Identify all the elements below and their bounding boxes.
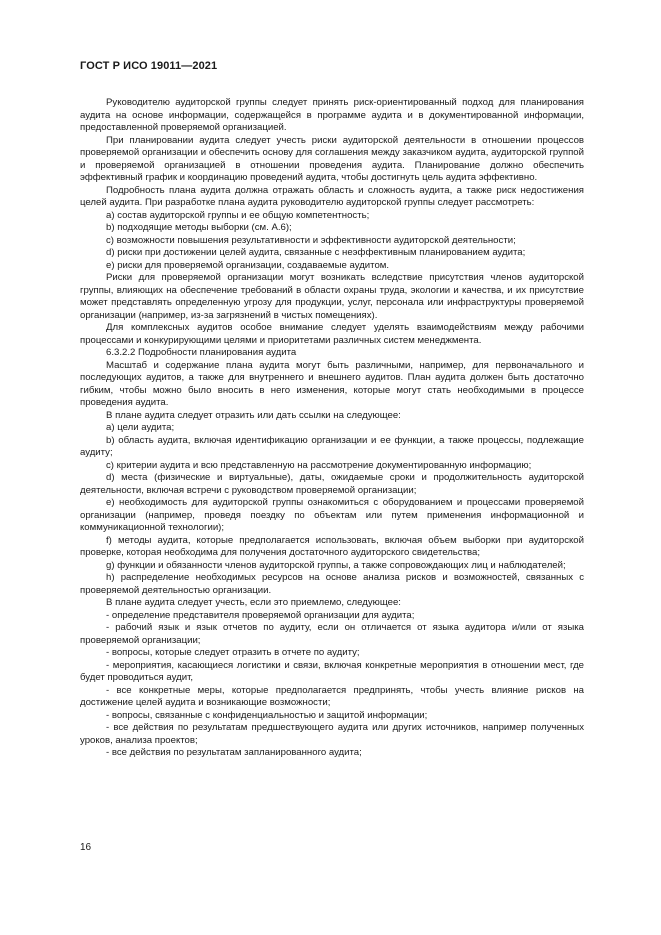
- paragraph: При планировании аудита следует учесть риски аудиторской деятельности в отношении процессов проверяемой организации и обеспечить основу для соглашения между заказчиком аудита, аудиторской группой и проверяемой организацией в отношении проведения аудита. Планирование должно обеспечить эффективный график и координацию проведений аудита, чтобы достигнуть цель аудита эффективно.: [80, 134, 584, 183]
- list-item: b) область аудита, включая идентификацию организации и ее функции, а также процессы, подлежащие аудиту;: [80, 434, 584, 458]
- section-heading: 6.3.2.2 Подробности планирования аудита: [106, 347, 297, 358]
- list-item: - все действия по результатам запланированного аудита;: [106, 747, 362, 758]
- paragraph: В плане аудита следует учесть, если это приемлемо, следующее:: [106, 597, 401, 608]
- list-item: f) методы аудита, которые предполагается использовать, включая объем выборки при аудиторской проверке, которая необходима для получения достаточного аудиторского свидетельства;: [80, 534, 584, 558]
- list-item: - вопросы, которые следует отразить в отчете по аудиту;: [106, 647, 360, 658]
- list-item: - все действия по результатам предшествующего аудита или других источников, например полученных уроков, анализа проектов;: [80, 722, 584, 746]
- list-item: - вопросы, связанные с конфиденциальностью и защитой информации;: [106, 709, 428, 721]
- paragraph: Руководителю аудиторской группы следует принять риск-ориентированный подход для планирования аудита на основе информации, содержащейся в программе аудита и в документированной информации, предоставленной проверяемой организацией.: [80, 97, 584, 133]
- list-item: - определение представителя проверяемой организации для аудита;: [106, 609, 415, 621]
- list-item: b) подходящие методы выборки (см. А.6);: [106, 222, 292, 233]
- paragraph: Подробность плана аудита должна отражать область и сложность аудита, а также риск недостижения целей аудита. При разработке плана аудита руководителю аудиторской группы следует рассмотреть:: [80, 184, 584, 208]
- list-item: - рабочий язык и язык отчетов по аудиту, если он отличается от языка аудитора и/или от языка проверяемой организации;: [80, 622, 584, 646]
- list-item: a) состав аудиторской группы и ее общую компетентность;: [106, 209, 370, 221]
- list-item: e) необходимость для аудиторской группы ознакомиться с оборудованием и процессами проверяемой организации (например, проведя поездку по объектам или путем применения информационной и коммуникационной технологии);: [80, 497, 584, 533]
- list-item: - все конкретные меры, которые предполагается предпринять, чтобы учесть влияние рисков на достижение целей аудита и возникающие возможности;: [80, 684, 584, 708]
- paragraph: В плане аудита следует отразить или дать ссылки на следующее:: [106, 409, 401, 421]
- list-item: d) риски при достижении целей аудита, связанные с неэффективным планированием аудита;: [106, 247, 526, 258]
- list-item: c) возможности повышения результативности и эффективности аудиторской деятельности;: [106, 234, 516, 246]
- standard-header: ГОСТ Р ИСО 19011—2021: [80, 60, 218, 72]
- list-item: c) критерии аудита и всю представленную на рассмотрение документированную информацию;: [106, 459, 532, 471]
- list-item: - мероприятия, касающиеся логистики и связи, включая конкретные мероприятия в отношении мест, где будет проводиться аудит,: [80, 659, 584, 683]
- list-item: h) распределение необходимых ресурсов на основе анализа рисков и возможностей, связанных с проверяемой деятельностью организации.: [80, 572, 584, 596]
- list-item: e) риски для проверяемой организации, создаваемые аудитом.: [106, 259, 390, 271]
- paragraph: Масштаб и содержание плана аудита могут быть различными, например, для первоначального и последующих аудитов, а также для внутреннего и внешнего аудитов. План аудита должен быть достаточно гибким, чтобы можно было вносить в него изменения, которые могут стать необходимыми в процессе проведения аудита.: [80, 359, 584, 408]
- paragraph: Для комплексных аудитов особое внимание следует уделять взаимодействиям между рабочими процессами и конкурирующими целями и приоритетами различных систем менеджмента.: [80, 322, 584, 346]
- list-item: d) места (физические и виртуальные), даты, ожидаемые сроки и продолжительность аудиторской деятельности, включая встречи с руководством проверяемой организации;: [80, 472, 584, 496]
- list-item: g) функции и обязанности членов аудиторской группы, а также сопровождающих лиц и наблюдателей;: [106, 559, 566, 571]
- page-number: 16: [80, 842, 92, 853]
- paragraph: Риски для проверяемой организации могут возникать вследствие присутствия членов аудиторской группы, влияющих на обеспечение требований в области охраны труда, экологии и качества, и их присутствие может представлять определенную угрозу для продукции, услуг, персонала или инфраструктуры проверяемой организации (например, из-за загрязнений в чистых помещениях).: [80, 272, 584, 321]
- list-item: a) цели аудита;: [106, 422, 175, 433]
- document-body: [80, 97, 584, 760]
